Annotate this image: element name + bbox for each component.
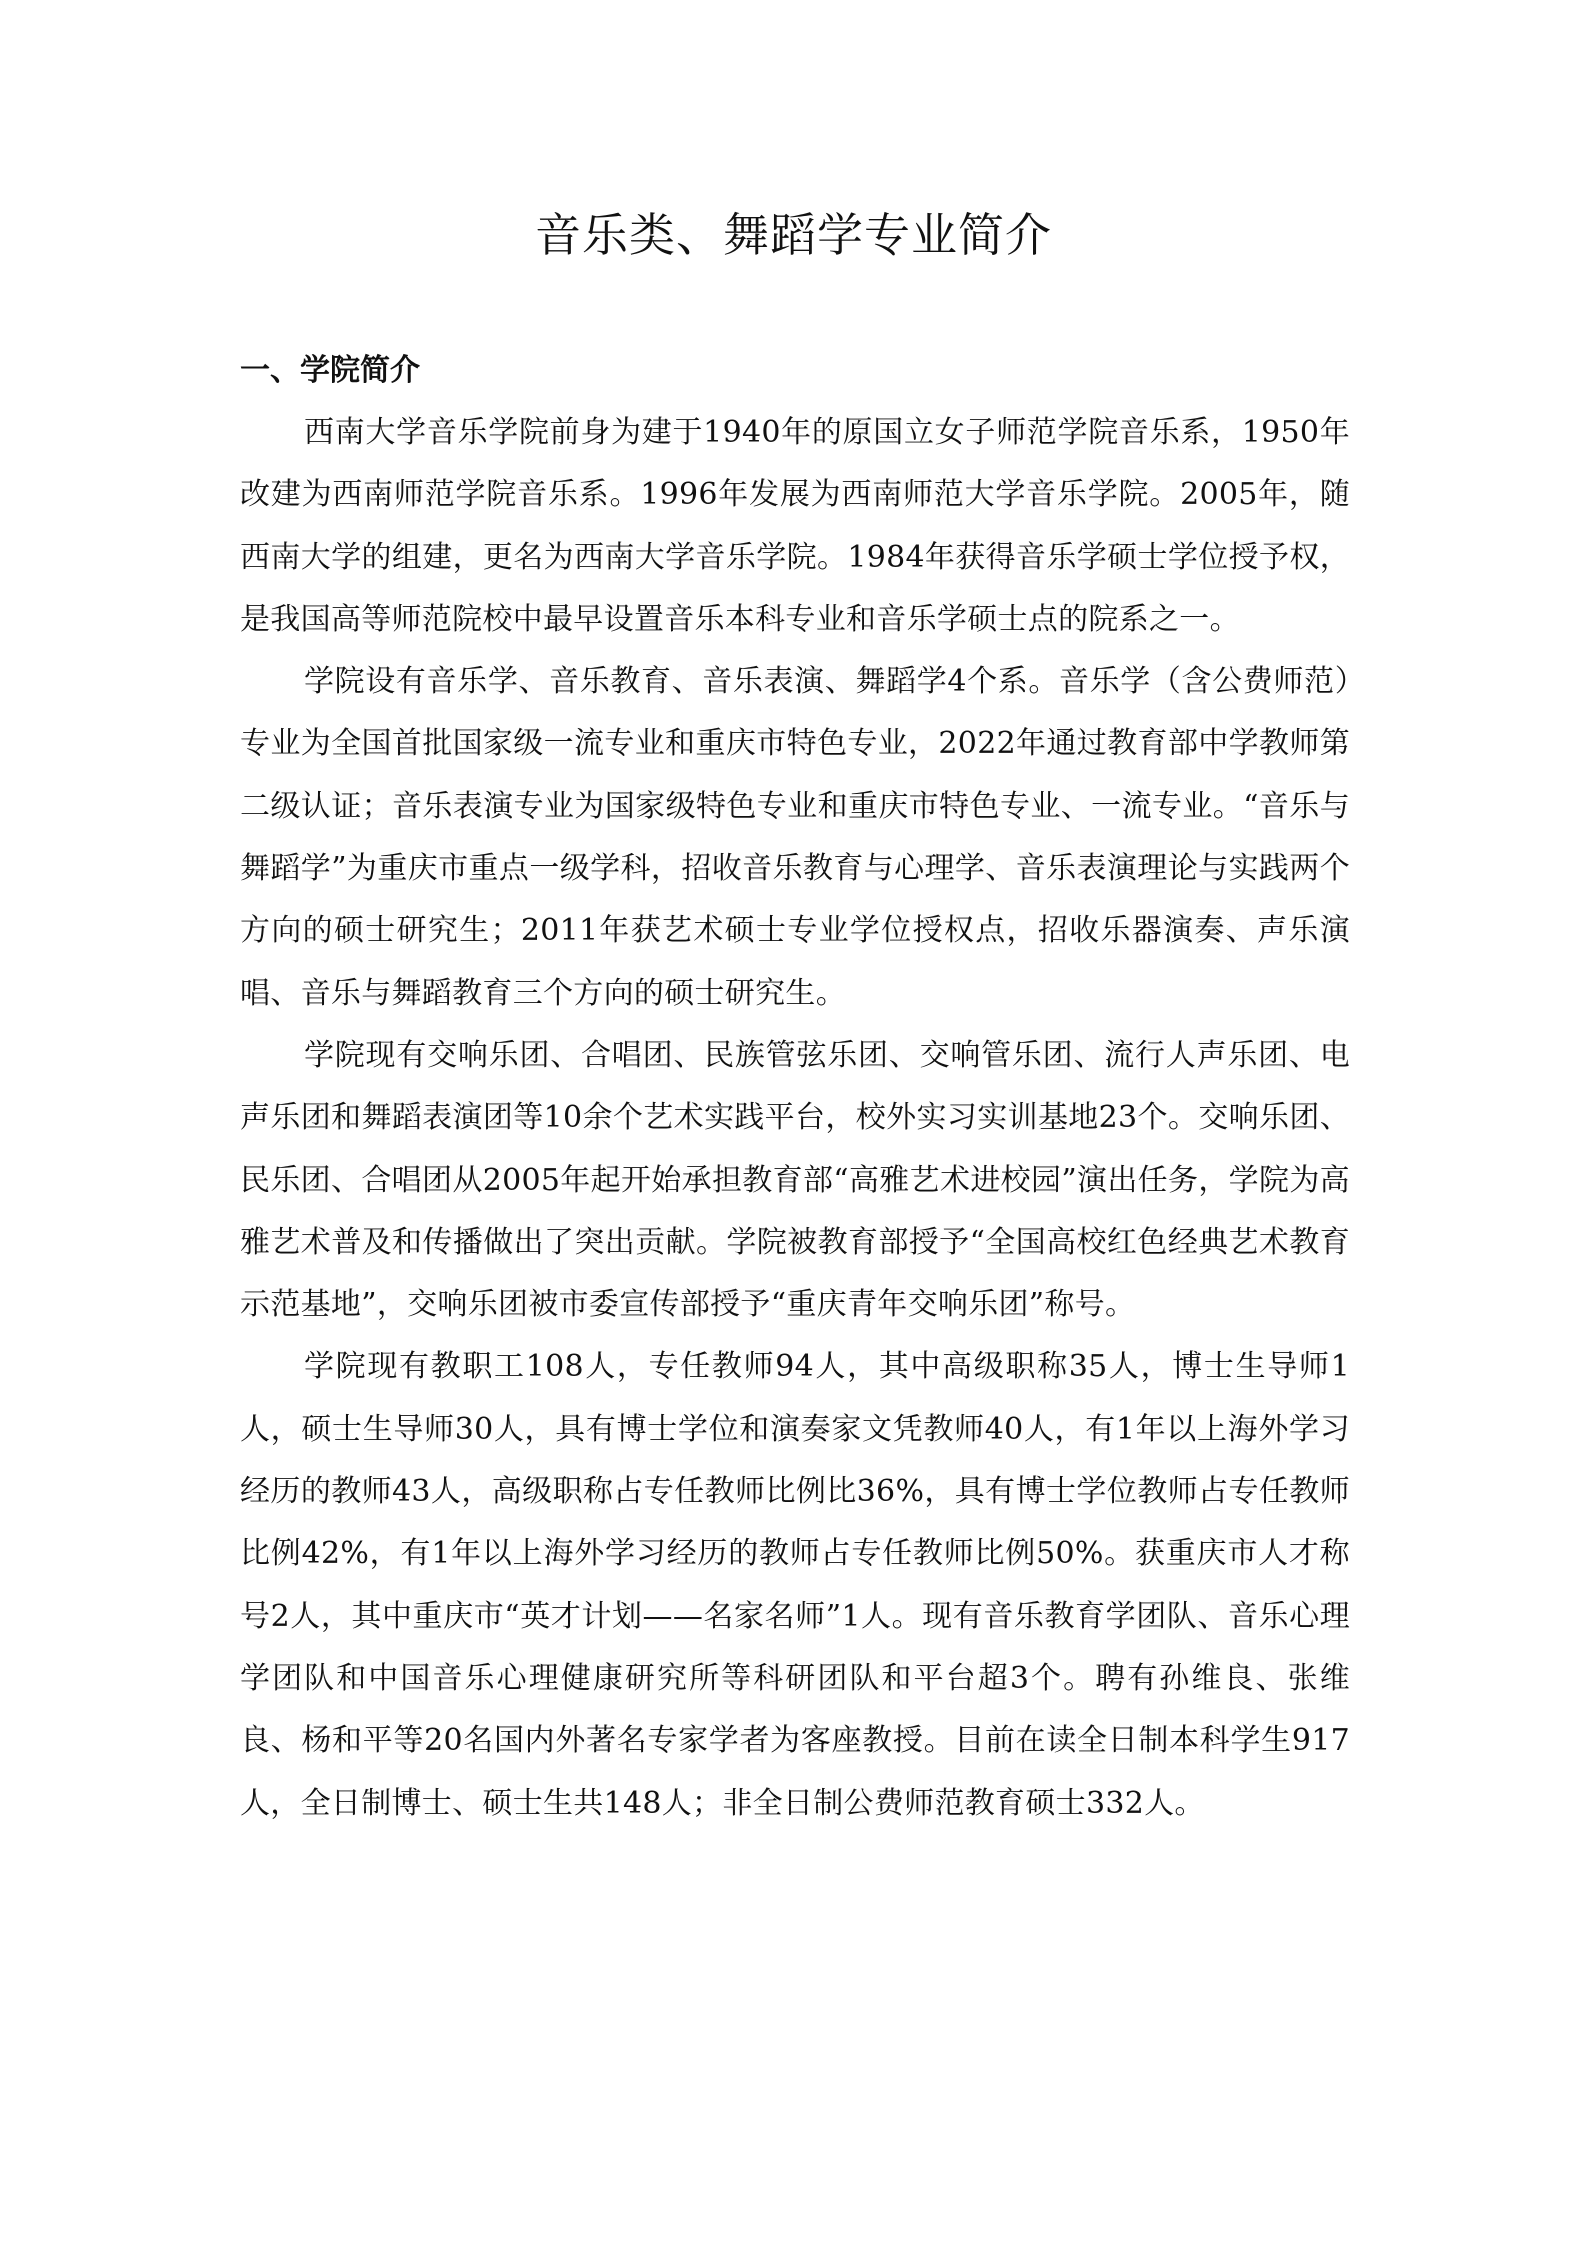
paragraph-faculty: 学院现有教职工108人，专任教师94人，其中高级职称35人，博士生导师1人，硕士生导师30人，具有博士学位和演奏家文凭教师40人，有1年以上海外学习经历的教师43人，高级职称占专任教师比例比36%，具有博士学位教师占专任教师比例42%，有1年以上海外学习经历的教师占专任教师比例50%。获重庆市人才称号2人，其中重庆市“英才计划——名家名师”1人。现有音乐教育学团队、音乐心理学团队和中国音乐心理健康研究所等科研团队和平台超3个。聘有孙维良、张维良、杨和平等20名国内外著名专家学者为客座教授。目前在读全日制本科学生917人，全日制博士、硕士生共148人；非全日制公费师范教育硕士332人。 [240,1349,1350,1821]
document-body [240,340,1350,1835]
section-heading: 一、学院简介 [240,353,420,388]
page-title: 音乐类、舞蹈学专业简介 [535,208,1052,262]
paragraph-departments: 学院设有音乐学、音乐教育、音乐表演、舞蹈学4个系。音乐学（含公费师范）专业为全国首批国家级一流专业和重庆市特色专业，2022年通过教育部中学教师第二级认证；音乐表演专业为国家级特色专业和重庆市特色专业、一流专业。“音乐与舞蹈学”为重庆市重点一级学科，招收音乐教育与心理学、音乐表演理论与实践两个方向的硕士研究生；2011年获艺术硕士专业学位授权点，招收乐器演奏、声乐演唱、音乐与舞蹈教育三个方向的硕士研究生。 [240,664,1350,1011]
paragraph-ensembles: 学院现有交响乐团、合唱团、民族管弦乐团、交响管乐团、流行人声乐团、电声乐团和舞蹈表演团等10余个艺术实践平台，校外实习实训基地23个。交响乐团、民乐团、合唱团从2005年起开始承担教育部“高雅艺术进校园”演出任务，学院为高雅艺术普及和传播做出了突出贡献。学院被教育部授予“全国高校红色经典艺术教育示范基地”，交响乐团被市委宣传部授予“重庆青年交响乐团”称号。 [240,1037,1350,1323]
paragraph-history: 西南大学音乐学院前身为建于1940年的原国立女子师范学院音乐系，1950年改建为西南师范学院音乐系。1996年发展为西南师范大学音乐学院。2005年，随西南大学的组建，更名为西南大学音乐学院。1984年获得音乐学硕士学位授予权，是我国高等师范院校中最早设置音乐本科专业和音乐学硕士点的院系之一。 [240,415,1350,637]
